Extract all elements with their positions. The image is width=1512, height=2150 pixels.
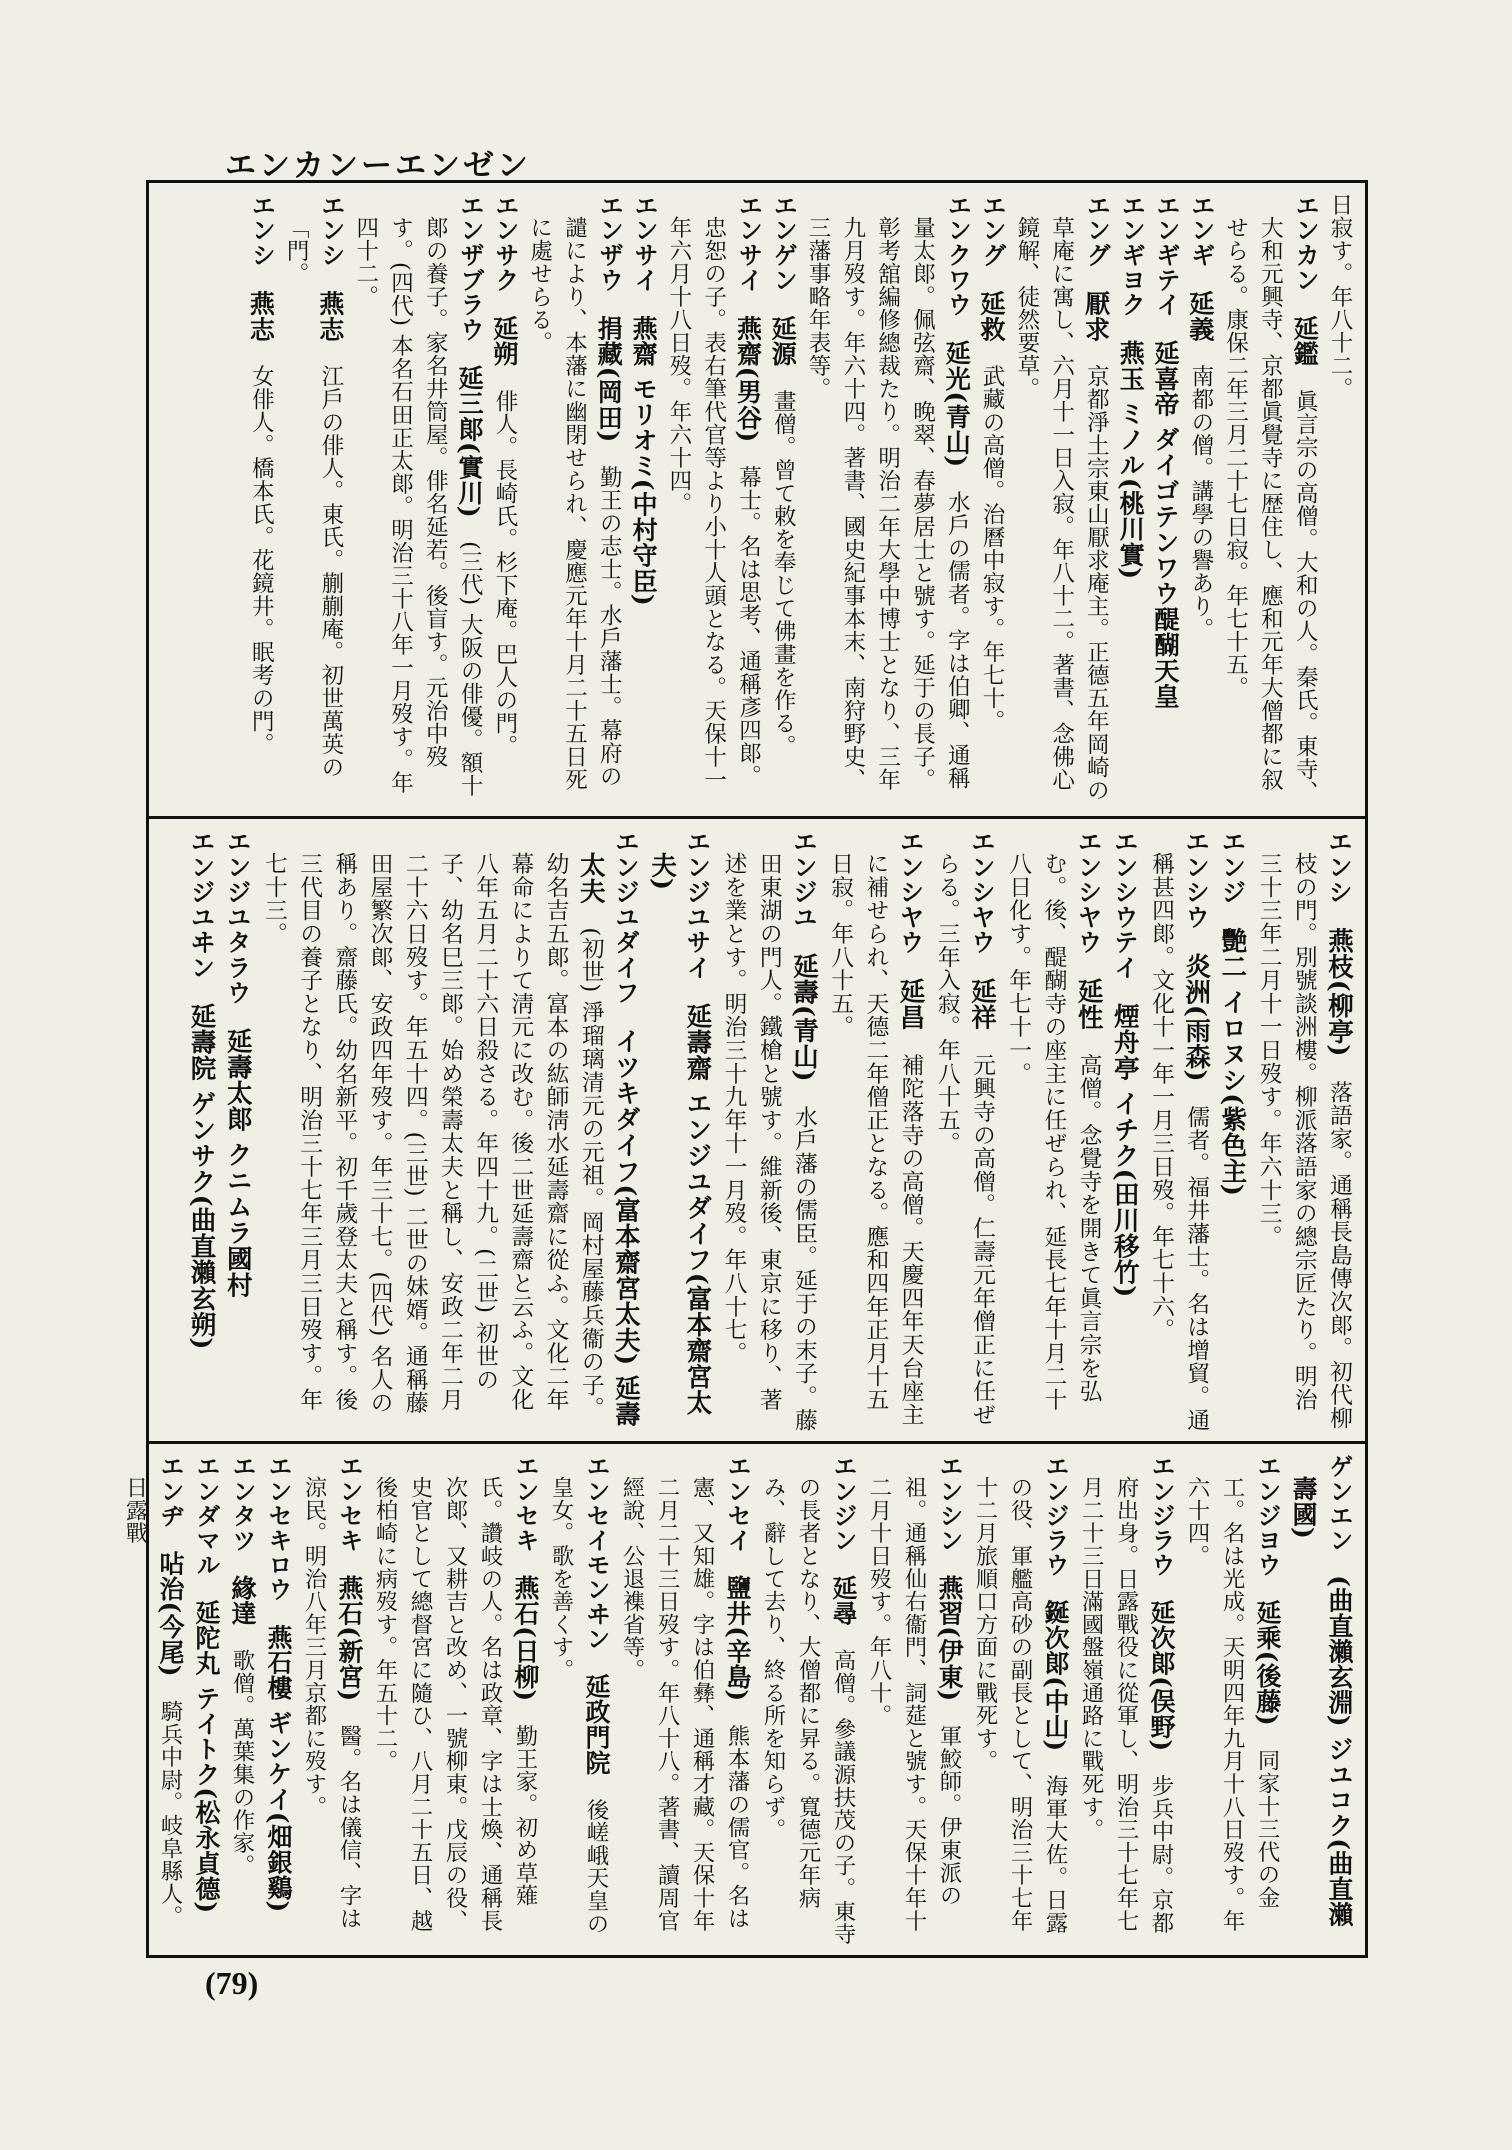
entry-headword: 延性 <box>1073 977 1104 1030</box>
entry-headword: 延源 <box>768 315 799 367</box>
running-head: エンカンーエンゼン <box>225 148 531 184</box>
entry-definition: 高僧。參議源扶茂の子。東寺の長者となり、大僧都に昇る。寬德元年病み、辭して去り、終る所を知らず。 <box>760 1476 856 1946</box>
entry-kana-reading: エンジユダイフ <box>611 829 641 1005</box>
entry-definition: 醫。名は儀信、字は涼民。明治八年三月京都に歿す。 <box>301 1476 362 1930</box>
entry-kana-reading: エンシウ <box>1182 829 1212 930</box>
entry-kana-reading: エンシヤウ <box>896 829 926 955</box>
dictionary-entry <box>614 1454 755 1950</box>
dictionary-entry <box>244 193 279 805</box>
entry-headword: 燕志 <box>246 290 277 342</box>
dictionary-entry <box>188 1454 224 1950</box>
entry-kana-reading: エンセイモンヰン <box>582 1454 610 1651</box>
entry-headword: 燕石樓 ギンケイ(畑銀鷄) <box>264 1624 293 1913</box>
entry-kana-reading: エンゲン <box>769 193 799 293</box>
entry-kana-reading: エンシヤウ <box>1074 829 1104 955</box>
dictionary-entry <box>861 1454 967 1950</box>
entry-kana-reading: エンダマル <box>192 1454 220 1577</box>
entry-kana-reading: エンシン <box>935 1454 963 1553</box>
entry-kana-reading: エンジン <box>829 1454 857 1553</box>
entry-headword: 延光(青山) <box>942 340 973 468</box>
dictionary-entry <box>1073 1454 1179 1950</box>
entry-headword: 燕枝(柳亭) <box>1324 927 1354 1057</box>
entry-headword: 艷二 イロヌシ(紫色主) <box>1217 927 1248 1197</box>
entry-definition: 勤王の志士。水戶藩士。幕府の譴により、本藩に幽閉せられ、慶應元年十月二十五日死に處せらる。 <box>526 215 623 791</box>
dictionary-entry <box>278 193 348 805</box>
dictionary-entry <box>1113 193 1148 805</box>
entry-kana-reading: エンクワウ <box>943 193 973 317</box>
dictionary-entry <box>1009 193 1113 805</box>
entry-headword: 延鑑 <box>1290 315 1321 367</box>
dictionary-entry <box>1214 829 1250 1433</box>
page-number: (79) <box>205 1965 259 2001</box>
entry-kana-reading: エンシウテイ <box>1110 829 1140 980</box>
entry-definition: 幕士。名は思考、通稱彥四郞。忠恕の子。表右筆代官等より小十人頭となる。天保十一年六月十八日歿。年六十四。 <box>665 215 762 791</box>
entry-headword: 延朔 <box>489 315 520 367</box>
entry-headword: 延壽太郞 クニムラ國村 <box>222 1028 253 1298</box>
dictionary-entry <box>1285 1454 1357 1950</box>
entry-headword: 延祥 <box>966 977 997 1030</box>
entry-headword: 燕石(新宮) <box>335 1575 364 1702</box>
dictionary-entry <box>522 193 626 805</box>
dictionary-entry <box>348 193 487 805</box>
entries-column-block <box>157 829 1357 1433</box>
entry-kana-reading: エンセキ <box>511 1454 539 1553</box>
entry-headword: 延政門院 <box>582 1673 611 1776</box>
entry-headword: 燕玉 ミノル(桃川實) <box>1116 340 1147 580</box>
dictionary-entry <box>1107 829 1143 1433</box>
entry-definition: 俳人。長崎氏。杉下庵。巴人の門。 <box>491 389 518 758</box>
dictionary-entry <box>967 1454 1073 1950</box>
entry-headword: 捐藏(岡田) <box>594 315 625 443</box>
entry-definition: 後嵯峨天皇の皇女。歌を善くす。 <box>548 1476 609 1935</box>
dictionary-entry <box>260 1454 296 1950</box>
entry-headword: (曲直瀨玄淵) ジユコク(曲直瀨壽國) <box>1289 1476 1354 1927</box>
entry-headword: イツキダイフ(富本齋宮太夫) 延壽太夫 <box>575 851 641 1428</box>
entry-definition: 軍鮫師。伊東派の祖。通稱仙右衞門、詞莚と號す。天保十年十二月十日歿す。年八十。 <box>866 1476 962 1933</box>
entry-headword: 延壽院 ゲンサク(曲直瀨玄朔) <box>186 1003 217 1350</box>
entry-kana-reading: エンジラウ <box>1041 1454 1069 1577</box>
entry-headword: 延尋 <box>829 1575 858 1627</box>
entry-kana-reading: エンギテイ <box>1152 193 1182 317</box>
entry-headword: 延義 <box>1185 290 1216 342</box>
entry-kana-reading: エンヂ <box>156 1454 184 1528</box>
entries-column-block <box>157 193 1357 805</box>
dictionary-entry <box>974 193 1009 805</box>
dictionary-entry <box>1250 829 1357 1433</box>
entry-headword: 炎洲(雨森) <box>1181 952 1212 1083</box>
entry-kana-reading: エンカン <box>1291 193 1321 293</box>
entry-kana-reading: エンサイ <box>630 193 660 293</box>
dictionary-entry <box>543 1454 614 1950</box>
entry-headword: 鹽井(辛島) <box>723 1575 752 1702</box>
entry-kana-reading: エング <box>1082 193 1112 268</box>
dictionary-entry <box>929 829 1000 1433</box>
dictionary-page-frame <box>122 180 1368 1958</box>
entry-headword: 燕習(伊東) <box>935 1575 964 1702</box>
entry-kana-reading: エンギヨク <box>1117 193 1147 317</box>
entry-headword: 燕志 <box>315 290 346 342</box>
entries-column-block <box>122 1454 1357 1950</box>
entry-kana-reading: エンセキロウ <box>264 1454 292 1602</box>
dictionary-entry <box>220 829 256 1433</box>
entry-headword: 燕石(日柳) <box>511 1575 540 1702</box>
entry-kana-reading: エンタツ <box>228 1454 256 1553</box>
entry-kana-reading: エング <box>978 193 1008 268</box>
entry-kana-reading: エンザウ <box>595 193 625 293</box>
section-bottom <box>122 1441 1365 1958</box>
entry-headword: 鋋次郞(中山) <box>1041 1599 1070 1752</box>
entry-kana-reading: エンシヤウ <box>967 829 997 955</box>
dictionary-entry <box>626 193 661 805</box>
dictionary-entry <box>256 829 644 1433</box>
entry-kana-reading: エンギ <box>1186 193 1216 268</box>
entry-kana-reading: エンシ <box>247 193 277 268</box>
entry-kana-reading: エンシ <box>1325 829 1354 905</box>
dictionary-entry <box>487 193 522 805</box>
entry-headword: 延壽齋 エンジユダイフ(富本齋宮太夫) <box>647 851 713 1416</box>
entry-kana-reading: エンジユサイ <box>683 829 713 980</box>
entry-definition: 高僧。念覺寺を開きて眞言宗を弘む。後、醍醐寺の座主に任ぜられ、延長七年十月二十八日化す。年七十一。 <box>1005 851 1102 1411</box>
entry-definition: 海軍大佐。日露の役、軍艦高砂の副長として、明治三十七年十二月旅順口方面に戰死す。 <box>972 1476 1068 1935</box>
entry-kana-reading: エンセイ <box>723 1454 751 1553</box>
dictionary-entry <box>367 1454 543 1950</box>
entry-kana-reading: エンサク <box>490 193 520 293</box>
entry-headword: 延次郞(俣野) <box>1147 1599 1176 1752</box>
entry-headword: 煙舟亭 イチク(田川移竹) <box>1109 1003 1140 1298</box>
section-middle <box>149 816 1365 1441</box>
entry-kana-reading: エンシ <box>316 193 346 268</box>
dictionary-entry <box>1322 193 1357 805</box>
dictionary-entry <box>755 1454 861 1950</box>
entry-headword: 呫治(今尾) <box>156 1550 185 1678</box>
dictionary-entry <box>1143 829 1214 1433</box>
dictionary-entry <box>1000 829 1107 1433</box>
dictionary-entry <box>183 829 219 1433</box>
entry-headword: 緣達 <box>228 1575 257 1627</box>
entry-headword: 厭求 <box>1081 290 1112 342</box>
dictionary-entry <box>1179 1454 1285 1950</box>
entry-kana-reading: エンジユヰン <box>187 829 217 980</box>
entry-definition: 武藏の高僧。治曆中寂す。年七十。 <box>979 364 1006 733</box>
dictionary-entry <box>117 1454 188 1950</box>
entry-definition: 勤王家。初め草薙氏。讚岐の人。名は政章、字は士煥、通稱長次郞、又耕吉と改め、一號柳東。戊辰の役、史官として總督宮に隨ひ、八月二十五日、越後柏崎に病歿す。年五十二。 <box>372 1476 538 1933</box>
entry-headword: 延壽(青山) <box>788 952 819 1083</box>
entry-definition: 水戶藩の儒臣。延于の末子。藤田東湖の門人。鐵槍と號す。維新後、東京に移り、著述を業とす。明治三十九年十一月歿。年八十七。 <box>720 851 817 1432</box>
entry-definition: 步兵中尉。京都府出身。日露戰役に從軍し、明治三十七年七月二十三日滿國盤嶺通路に戰死す。 <box>1078 1476 1174 1935</box>
dictionary-entry <box>765 193 800 805</box>
entry-definition: (三代) 大阪の俳優。額十郞の養子。家名井筒屋。俳名延若。後盲す。元治中歿す。(四代) 本名石田正太郞。明治三十八年一月歿す。年四十二。 <box>352 215 484 798</box>
entry-kana-reading: エンザブラウ <box>456 193 486 342</box>
entry-definition: 南都の僧。講學の譽あり。 <box>1187 364 1214 641</box>
entry-definition: 熊本藩の儒官。名は憲、又知雄。字は伯彝、通稱才藏。天保十年二月二十三日歿す。年八十八。著書、讀周官經說、公退襍省等。 <box>619 1476 750 1933</box>
section-top <box>149 183 1365 813</box>
entry-definition: 落語家。通稱長島傳次郞。初代柳枝の門。別號談洲樓。柳派落語家の總宗匠たり。明治三十三年二月十一日歿す。年六十三。 <box>1255 851 1352 1430</box>
entry-kana-reading: エンジユ <box>789 829 819 930</box>
entry-kana-reading: エンジラウ <box>1147 1454 1175 1577</box>
entry-headword: 延救 <box>977 290 1008 342</box>
entry-definition: 眞言宗の高僧。大和の人。秦氏。東寺、大和元興寺、京都眞覺寺に歴住し、應和元年大僧都に叙せらる。康保二年三月二十七日寂。年七十五。 <box>1222 215 1319 804</box>
entry-kana-reading: エンジ <box>1218 829 1248 905</box>
entry-headword: 延三郞(實川) <box>455 364 486 519</box>
entry-definition: 騎兵中尉。岐阜縣人。日露戰 <box>122 1476 183 1928</box>
entry-definition: 女俳人。橋本氏。花鏡井。眠考の門。 <box>248 364 275 756</box>
dictionary-entry <box>1148 193 1183 805</box>
dictionary-entry <box>296 1454 367 1950</box>
entry-definition: 水戶の儒者。字は伯卿、通稱量太郞。佩弦齋、晚翠、春夢居士と號す。延于の長子。彰考舘編修總裁たり。明治二年大學中博士となり、三年九月歿す。年六十四。著書、國史紀事本末、南狩野史、三藩事略年表等。 <box>805 215 971 791</box>
entry-kana-reading: エンジユタラウ <box>223 829 253 1005</box>
entry-definition: 畫僧。曾て敕を奉じて佛畫を作る。 <box>770 389 797 758</box>
entry-headword: 延陀丸 テイトク(松永貞德) <box>192 1599 221 1914</box>
entry-kana-reading: ゲンエン <box>1325 1454 1353 1553</box>
dictionary-entry <box>822 829 929 1433</box>
dictionary-entry <box>715 829 822 1433</box>
entry-definition: (初世) 淨瑠璃清元の元祖。岡村屋藤兵衞の子。幼名吉五郞。富本の紘師淸水延壽齋に從ふ。文化二年幕命によりて淸元に改む。後二世延壽齋と云ふ。文化八年五月二十六日殺さる。年四十九。(二世) 初世の子、幼名巳三郞。始め榮壽太夫と稱し、安政二年二月二十六日歿す。年五十四。(三世) 二世の妹婿。通稱藤田屋繁次郞、安政四年歿す。年三十七。(四代) 名人の稱あり。齋藤氏。幼名新平。初千歲登太夫と稱す。後三代目の養子となり、明治三十七年三月三日歿す。年七十三。 <box>260 851 604 1420</box>
entry-kana-reading: エンセキ <box>335 1454 363 1553</box>
entry-kana-reading: エンジヨウ <box>1253 1454 1281 1577</box>
entry-definition: 補陀落寺の高僧。天慶四年天台座主に補せられ、天德二年僧正となる。應和四年正月十五日寂。年八十五。 <box>827 851 924 1427</box>
entry-definition: 同家十三代の金工。名は光成。天明四年九月十八日歿す。年六十四。 <box>1184 1476 1280 1933</box>
entry-kana-reading: エンサイ <box>734 193 764 293</box>
entry-definition: 儒者。福井藩士。名は增貿。通稱甚四郞。文化十一年一月三日歿。年七十六。 <box>1147 851 1210 1432</box>
entry-definition: 京都淨土宗東山厭求庵主。正德五年岡崎の草庵に寓し、六月十一日入寂。年八十二。著書、念佛心鏡解、徒然要草。 <box>1013 215 1110 802</box>
dictionary-entry <box>1218 193 1322 805</box>
entry-headword: 燕齋(男谷) <box>733 315 764 443</box>
entry-headword: 延喜帝 ダイゴテンワウ醍醐天皇 <box>1151 340 1182 710</box>
entry-headword: 延乘(後藤) <box>1253 1599 1282 1727</box>
dictionary-entry <box>1183 193 1218 805</box>
dictionary-entry <box>224 1454 260 1950</box>
entry-definition: 歌僧。萬葉集の作家。 <box>229 1648 255 1877</box>
entry-headword: 延昌 <box>895 977 926 1030</box>
entry-definition: 江戶の俳人。東氏。蒯蒯庵。初世萬英の「門。 <box>283 215 344 779</box>
dictionary-entry <box>661 193 765 805</box>
dictionary-entry <box>644 829 715 1433</box>
dictionary-entry <box>800 193 974 805</box>
entry-definition: 日寂す。年八十二。 <box>1327 193 1353 400</box>
entry-headword: 燕齋 モリオミ(中村守臣) <box>629 315 660 607</box>
entry-definition: 元興寺の高僧。仁壽元年僧正に任ぜらる。三年入寂。年八十五。 <box>933 851 995 1427</box>
